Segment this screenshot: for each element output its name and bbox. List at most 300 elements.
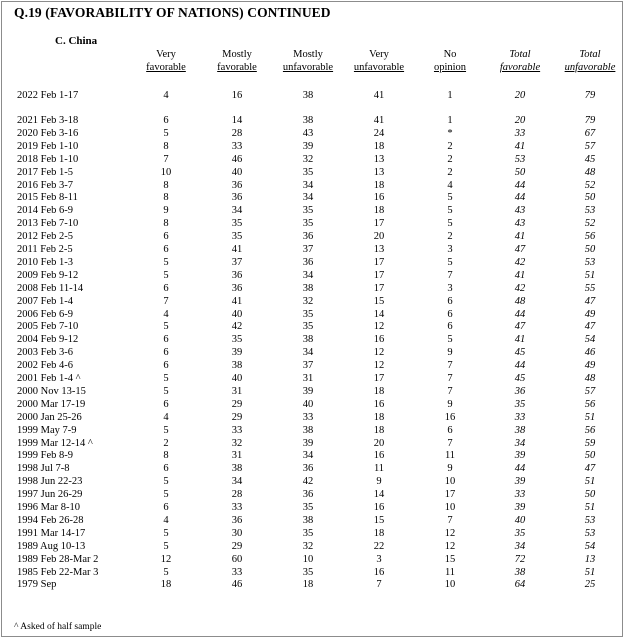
table-cell: 54 bbox=[584, 540, 596, 552]
table-cell: 72 bbox=[514, 553, 526, 565]
table-cell: 42 bbox=[231, 321, 243, 333]
table-cell: 35 bbox=[514, 398, 526, 410]
table-cell: 7 bbox=[163, 153, 169, 165]
table-cell: 20 bbox=[514, 90, 526, 101]
table-cell: 6 bbox=[447, 308, 453, 320]
table-row bbox=[0, 218, 626, 230]
table-cell: 13 bbox=[373, 244, 385, 255]
table-cell: 3 bbox=[447, 282, 453, 294]
table-cell: 5 bbox=[163, 269, 169, 281]
table-cell: 11 bbox=[444, 450, 456, 462]
table-cell: 51 bbox=[584, 411, 596, 423]
table-cell: 1 bbox=[447, 90, 453, 101]
table-cell: 38 bbox=[302, 424, 314, 436]
table-cell: 31 bbox=[231, 385, 243, 397]
table-cell: 48 bbox=[584, 166, 596, 178]
table-row bbox=[0, 450, 626, 462]
row-date-label: 2000 Mar 17-19 bbox=[17, 398, 86, 410]
table-cell: 8 bbox=[163, 218, 169, 230]
table-cell: 54 bbox=[584, 334, 596, 346]
table-cell: 35 bbox=[302, 566, 314, 578]
row-date-label: 2017 Feb 1-5 bbox=[17, 166, 73, 178]
table-row bbox=[0, 296, 626, 308]
table-cell: 5 bbox=[163, 321, 169, 333]
table-row bbox=[0, 425, 626, 437]
table-cell: 32 bbox=[302, 295, 314, 307]
table-row bbox=[0, 334, 626, 346]
table-row bbox=[0, 244, 626, 256]
table-cell: 41 bbox=[514, 334, 526, 346]
table-cell: 5 bbox=[163, 566, 169, 578]
table-cell: 5 bbox=[163, 540, 169, 552]
table-cell: 17 bbox=[373, 218, 385, 230]
table-cell: 4 bbox=[447, 179, 453, 191]
table-cell: 5 bbox=[163, 527, 169, 539]
table-cell: 15 bbox=[444, 553, 456, 565]
table-cell: 36 bbox=[302, 231, 314, 243]
table-cell: 44 bbox=[514, 308, 526, 320]
header-line2: favorable bbox=[146, 61, 186, 73]
table-cell: 42 bbox=[514, 256, 526, 268]
row-date-label: 2016 Feb 3-7 bbox=[17, 179, 73, 191]
row-date-label: 1979 Sep bbox=[17, 579, 57, 591]
table-cell: 12 bbox=[373, 360, 385, 372]
row-date-label: 2001 Feb 1-4 ^ bbox=[17, 373, 81, 384]
row-date-label: 1991 Mar 14-17 bbox=[17, 527, 86, 539]
table-cell: 50 bbox=[584, 192, 596, 204]
table-cell: 36 bbox=[302, 489, 314, 501]
table-cell: 18 bbox=[373, 385, 385, 397]
table-cell: 35 bbox=[231, 334, 243, 346]
table-cell: 7 bbox=[447, 269, 453, 281]
table-cell: 17 bbox=[373, 256, 385, 268]
table-cell: 9 bbox=[163, 205, 169, 217]
row-date-label: 1997 Jun 26-29 bbox=[17, 489, 83, 501]
table-cell: 38 bbox=[302, 115, 314, 126]
table-row bbox=[0, 412, 626, 424]
table-cell: 7 bbox=[376, 579, 382, 591]
table-cell: 6 bbox=[163, 334, 169, 346]
table-cell: 7 bbox=[447, 437, 453, 449]
row-date-label: 2020 Feb 3-16 bbox=[17, 127, 79, 139]
table-cell: 12 bbox=[160, 553, 172, 565]
table-cell: 31 bbox=[231, 450, 243, 462]
table-cell: 2 bbox=[447, 231, 453, 243]
table-cell: 53 bbox=[584, 514, 596, 526]
table-cell: 41 bbox=[373, 115, 385, 126]
table-cell: 41 bbox=[231, 295, 243, 307]
table-row bbox=[0, 360, 626, 372]
table-cell: 20 bbox=[373, 437, 385, 449]
table-cell: * bbox=[447, 127, 453, 139]
table-cell: 38 bbox=[231, 360, 243, 372]
table-cell: 79 bbox=[584, 115, 596, 126]
header-line2: unfavorable bbox=[353, 61, 405, 73]
table-cell: 33 bbox=[514, 489, 526, 501]
table-cell: 47 bbox=[584, 321, 596, 333]
table-cell: 32 bbox=[302, 153, 314, 165]
table-cell: 16 bbox=[373, 502, 385, 513]
table-cell: 39 bbox=[231, 347, 243, 359]
table-cell: 10 bbox=[160, 166, 172, 178]
table-cell: 18 bbox=[302, 579, 314, 591]
table-cell: 5 bbox=[447, 192, 453, 204]
table-cell: 35 bbox=[231, 231, 243, 243]
table-cell: 36 bbox=[231, 269, 243, 281]
table-cell: 35 bbox=[302, 321, 314, 333]
table-cell: 29 bbox=[231, 540, 243, 552]
table-row bbox=[0, 90, 626, 102]
table-cell: 18 bbox=[373, 411, 385, 423]
table-cell: 9 bbox=[447, 347, 453, 359]
table-cell: 30 bbox=[231, 527, 243, 539]
table-cell: 25 bbox=[584, 579, 596, 591]
table-cell: 16 bbox=[373, 450, 385, 462]
row-date-label: 2018 Feb 1-10 bbox=[17, 153, 79, 165]
table-cell: 37 bbox=[231, 256, 243, 268]
table-cell: 34 bbox=[302, 269, 314, 281]
table-cell: 28 bbox=[231, 489, 243, 501]
table-cell: 33 bbox=[302, 411, 314, 423]
table-cell: 2 bbox=[447, 140, 453, 152]
table-cell: 8 bbox=[163, 179, 169, 191]
table-cell: 16 bbox=[373, 334, 385, 346]
table-cell: 12 bbox=[373, 347, 385, 359]
table-cell: 39 bbox=[514, 502, 526, 513]
table-cell: 47 bbox=[584, 463, 596, 475]
table-cell: 6 bbox=[447, 424, 453, 436]
table-cell: 50 bbox=[584, 489, 596, 501]
table-cell: 10 bbox=[444, 502, 456, 513]
table-row bbox=[0, 541, 626, 553]
table-cell: 9 bbox=[447, 463, 453, 475]
table-cell: 79 bbox=[584, 90, 596, 101]
table-cell: 7 bbox=[447, 373, 453, 384]
table-cell: 5 bbox=[163, 424, 169, 436]
table-cell: 24 bbox=[373, 127, 385, 139]
table-cell: 6 bbox=[163, 282, 169, 294]
row-date-label: 2021 Feb 3-18 bbox=[17, 115, 79, 126]
table-cell: 36 bbox=[231, 192, 243, 204]
table-cell: 40 bbox=[231, 308, 243, 320]
table-cell: 5 bbox=[163, 127, 169, 139]
table-cell: 1 bbox=[447, 115, 453, 126]
table-cell: 4 bbox=[163, 514, 169, 526]
table-cell: 18 bbox=[373, 205, 385, 217]
table-row bbox=[0, 270, 626, 282]
header-line1: Very bbox=[369, 49, 389, 60]
table-cell: 35 bbox=[302, 502, 314, 513]
table-cell: 35 bbox=[302, 166, 314, 178]
table-cell: 53 bbox=[584, 256, 596, 268]
table-cell: 51 bbox=[584, 566, 596, 578]
table-cell: 14 bbox=[373, 489, 385, 501]
table-cell: 5 bbox=[163, 476, 169, 488]
table-cell: 10 bbox=[444, 476, 456, 488]
table-cell: 45 bbox=[584, 153, 596, 165]
table-cell: 44 bbox=[514, 192, 526, 204]
table-cell: 2 bbox=[447, 166, 453, 178]
table-cell: 48 bbox=[584, 373, 596, 384]
row-date-label: 1999 Mar 12-14 ^ bbox=[17, 437, 93, 449]
table-row bbox=[0, 347, 626, 359]
table-cell: 45 bbox=[514, 373, 526, 384]
table-row bbox=[0, 502, 626, 514]
table-cell: 6 bbox=[163, 347, 169, 359]
table-cell: 57 bbox=[584, 140, 596, 152]
table-cell: 16 bbox=[373, 566, 385, 578]
table-cell: 8 bbox=[163, 450, 169, 462]
table-cell: 36 bbox=[514, 385, 526, 397]
table-cell: 7 bbox=[447, 385, 453, 397]
table-cell: 56 bbox=[584, 424, 596, 436]
table-cell: 5 bbox=[163, 385, 169, 397]
table-cell: 67 bbox=[584, 127, 596, 139]
table-cell: 4 bbox=[163, 411, 169, 423]
table-cell: 33 bbox=[514, 127, 526, 139]
table-cell: 46 bbox=[231, 153, 243, 165]
row-date-label: 2000 Jan 25-26 bbox=[17, 411, 82, 423]
table-cell: 40 bbox=[514, 514, 526, 526]
table-row bbox=[0, 115, 626, 127]
table-row bbox=[0, 489, 626, 501]
header-line2: favorable bbox=[499, 61, 541, 73]
table-cell: 46 bbox=[231, 579, 243, 591]
table-cell: 7 bbox=[163, 295, 169, 307]
table-cell: 41 bbox=[231, 244, 243, 255]
row-date-label: 1989 Feb 28-Mar 2 bbox=[17, 553, 99, 565]
table-row bbox=[0, 257, 626, 269]
table-cell: 44 bbox=[514, 179, 526, 191]
table-cell: 42 bbox=[302, 476, 314, 488]
table-cell: 6 bbox=[163, 398, 169, 410]
table-cell: 17 bbox=[444, 489, 456, 501]
row-date-label: 2003 Feb 3-6 bbox=[17, 347, 73, 359]
table-cell: 6 bbox=[163, 231, 169, 243]
header-line1: Mostly bbox=[293, 49, 323, 60]
table-cell: 39 bbox=[302, 385, 314, 397]
table-cell: 40 bbox=[231, 373, 243, 384]
table-cell: 38 bbox=[302, 90, 314, 101]
table-cell: 36 bbox=[231, 179, 243, 191]
table-cell: 51 bbox=[584, 269, 596, 281]
table-cell: 20 bbox=[514, 115, 526, 126]
row-date-label: 2011 Feb 2-5 bbox=[17, 244, 73, 255]
row-date-label: 2012 Feb 2-5 bbox=[17, 231, 73, 243]
table-cell: 51 bbox=[584, 502, 596, 513]
table-cell: 35 bbox=[514, 527, 526, 539]
table-cell: 46 bbox=[584, 347, 596, 359]
table-cell: 33 bbox=[231, 424, 243, 436]
table-cell: 42 bbox=[514, 282, 526, 294]
table-cell: 18 bbox=[373, 424, 385, 436]
table-row bbox=[0, 283, 626, 295]
row-date-label: 1989 Aug 10-13 bbox=[17, 540, 86, 552]
table-cell: 3 bbox=[447, 244, 453, 255]
table-row bbox=[0, 309, 626, 321]
table-cell: 35 bbox=[302, 205, 314, 217]
table-cell: 41 bbox=[514, 231, 526, 243]
table-cell: 5 bbox=[447, 218, 453, 230]
table-cell: 38 bbox=[231, 463, 243, 475]
table-cell: 10 bbox=[302, 553, 314, 565]
table-cell: 6 bbox=[163, 463, 169, 475]
header-line2: unfavorable bbox=[564, 61, 616, 73]
table-cell: 6 bbox=[163, 244, 169, 255]
table-row bbox=[0, 386, 626, 398]
table-cell: 6 bbox=[163, 115, 169, 126]
table-cell: 45 bbox=[514, 347, 526, 359]
table-cell: 11 bbox=[444, 566, 456, 578]
table-cell: 29 bbox=[231, 398, 243, 410]
table-cell: 53 bbox=[514, 153, 526, 165]
table-cell: 4 bbox=[163, 90, 169, 101]
row-date-label: 2019 Feb 1-10 bbox=[17, 140, 79, 152]
table-cell: 56 bbox=[584, 398, 596, 410]
table-cell: 6 bbox=[447, 295, 453, 307]
table-cell: 33 bbox=[231, 566, 243, 578]
table-cell: 18 bbox=[373, 527, 385, 539]
table-cell: 13 bbox=[373, 153, 385, 165]
table-cell: 39 bbox=[514, 450, 526, 462]
row-date-label: 2002 Feb 4-6 bbox=[17, 360, 73, 372]
table-row bbox=[0, 373, 626, 385]
table-cell: 12 bbox=[373, 321, 385, 333]
row-date-label: 1996 Mar 8-10 bbox=[17, 502, 80, 513]
table-cell: 50 bbox=[584, 244, 596, 255]
table-cell: 52 bbox=[584, 218, 596, 230]
header-line1: Total bbox=[579, 49, 601, 60]
table-cell: 29 bbox=[231, 411, 243, 423]
row-date-label: 1998 Jul 7-8 bbox=[17, 463, 70, 475]
table-cell: 49 bbox=[584, 308, 596, 320]
row-date-label: 2004 Feb 9-12 bbox=[17, 334, 79, 346]
row-date-label: 2010 Feb 1-3 bbox=[17, 256, 73, 268]
table-cell: 49 bbox=[584, 360, 596, 372]
table-cell: 5 bbox=[163, 373, 169, 384]
table-row bbox=[0, 399, 626, 411]
table-cell: 16 bbox=[373, 192, 385, 204]
header-line1: Total bbox=[509, 49, 531, 60]
row-date-label: 1999 Feb 8-9 bbox=[17, 450, 73, 462]
header-line2: favorable bbox=[217, 61, 257, 73]
table-cell: 34 bbox=[514, 540, 526, 552]
table-cell: 39 bbox=[302, 140, 314, 152]
table-cell: 33 bbox=[231, 140, 243, 152]
table-cell: 41 bbox=[373, 90, 385, 101]
table-cell: 55 bbox=[584, 282, 596, 294]
table-row bbox=[0, 180, 626, 192]
table-cell: 39 bbox=[302, 437, 314, 449]
table-cell: 18 bbox=[160, 579, 172, 591]
table-cell: 16 bbox=[231, 90, 243, 101]
table-cell: 35 bbox=[302, 527, 314, 539]
table-cell: 43 bbox=[514, 205, 526, 217]
table-cell: 2 bbox=[163, 437, 169, 449]
row-date-label: 2015 Feb 8-11 bbox=[17, 192, 78, 204]
table-cell: 6 bbox=[163, 502, 169, 513]
table-cell: 7 bbox=[447, 360, 453, 372]
table-cell: 11 bbox=[373, 463, 385, 475]
table-cell: 33 bbox=[514, 411, 526, 423]
table-cell: 43 bbox=[514, 218, 526, 230]
table-cell: 33 bbox=[231, 502, 243, 513]
table-cell: 9 bbox=[447, 398, 453, 410]
row-date-label: 2022 Feb 1-17 bbox=[17, 90, 79, 101]
table-cell: 60 bbox=[231, 553, 243, 565]
header-line2: opinion bbox=[433, 61, 467, 73]
table-cell: 44 bbox=[514, 463, 526, 475]
table-cell: 7 bbox=[447, 514, 453, 526]
table-cell: 47 bbox=[514, 244, 526, 255]
header-line1: No bbox=[443, 49, 457, 60]
table-cell: 35 bbox=[231, 218, 243, 230]
table-cell: 37 bbox=[302, 360, 314, 372]
row-date-label: 2009 Feb 9-12 bbox=[17, 269, 79, 281]
row-date-label: 2007 Feb 1-4 bbox=[17, 295, 73, 307]
table-cell: 14 bbox=[231, 115, 243, 126]
table-cell: 5 bbox=[163, 489, 169, 501]
table-row bbox=[0, 321, 626, 333]
table-cell: 6 bbox=[163, 360, 169, 372]
table-row bbox=[0, 205, 626, 217]
table-cell: 15 bbox=[373, 295, 385, 307]
table-cell: 43 bbox=[302, 127, 314, 139]
table-row bbox=[0, 528, 626, 540]
row-date-label: 1994 Feb 26-28 bbox=[17, 514, 84, 526]
table-cell: 17 bbox=[373, 269, 385, 281]
table-cell: 38 bbox=[302, 334, 314, 346]
row-date-label: 1985 Feb 22-Mar 3 bbox=[17, 566, 99, 578]
table-cell: 51 bbox=[584, 476, 596, 488]
table-cell: 52 bbox=[584, 179, 596, 191]
table-cell: 53 bbox=[584, 527, 596, 539]
table-row bbox=[0, 192, 626, 204]
row-date-label: 1998 Jun 22-23 bbox=[17, 476, 83, 488]
table-cell: 18 bbox=[373, 140, 385, 152]
header-line1: Very bbox=[156, 49, 176, 60]
table-cell: 20 bbox=[373, 231, 385, 243]
row-date-label: 2014 Feb 6-9 bbox=[17, 205, 73, 217]
table-cell: 37 bbox=[302, 244, 314, 255]
table-cell: 50 bbox=[514, 166, 526, 178]
row-date-label: 1999 May 7-9 bbox=[17, 424, 77, 436]
question-title: Q.19 (FAVORABILITY OF NATIONS) CONTINUED bbox=[14, 5, 331, 20]
table-cell: 40 bbox=[231, 166, 243, 178]
table-cell: 38 bbox=[302, 514, 314, 526]
table-cell: 4 bbox=[163, 308, 169, 320]
table-cell: 17 bbox=[373, 373, 385, 384]
row-date-label: 2006 Feb 6-9 bbox=[17, 308, 73, 320]
table-cell: 34 bbox=[514, 437, 526, 449]
row-date-label: 2005 Feb 7-10 bbox=[17, 321, 79, 333]
row-date-label: 2013 Feb 7-10 bbox=[17, 218, 79, 230]
row-date-label: 2000 Nov 13-15 bbox=[17, 385, 86, 397]
table-cell: 47 bbox=[514, 321, 526, 333]
table-cell: 15 bbox=[373, 514, 385, 526]
table-cell: 32 bbox=[302, 540, 314, 552]
table-row bbox=[0, 476, 626, 488]
table-cell: 9 bbox=[376, 476, 382, 488]
table-row bbox=[0, 128, 626, 140]
table-cell: 59 bbox=[584, 437, 596, 449]
table-cell: 36 bbox=[231, 514, 243, 526]
table-cell: 53 bbox=[584, 205, 596, 217]
table-cell: 34 bbox=[302, 192, 314, 204]
table-row bbox=[0, 463, 626, 475]
table-cell: 35 bbox=[302, 308, 314, 320]
header-line2: unfavorable bbox=[282, 61, 334, 73]
